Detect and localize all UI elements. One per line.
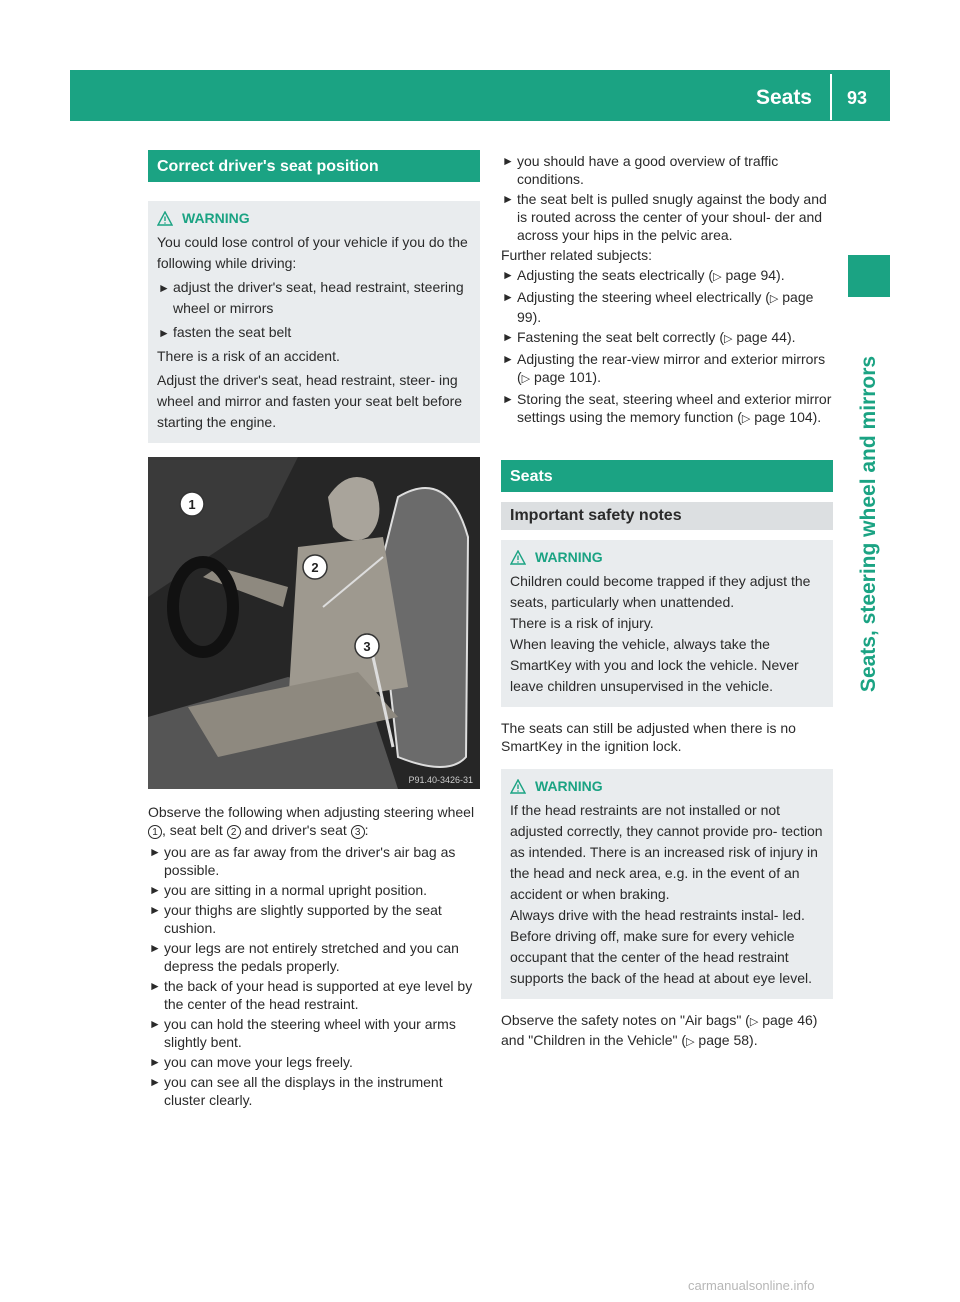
side-tab-marker bbox=[848, 255, 890, 297]
watermark: carmanualsonline.info bbox=[688, 1278, 815, 1293]
reference-arrow-icon: ▷ bbox=[713, 271, 722, 283]
warning-text: If the head restraints are not installed or not adjusted correctly, they cannot provide pro- tection as intended. There is an increased risk of injury in the head and neck area, e.g. in the event of an accident or when braking. bbox=[510, 802, 823, 902]
list-item: ► you can see all the displays in the instrument cluster clearly. bbox=[149, 1074, 443, 1108]
seat-position-photo bbox=[148, 457, 480, 789]
figure-code: P91.40-3426-31 bbox=[408, 775, 473, 785]
warning-text: When leaving the vehicle, always take the SmartKey with you and lock the vehicle. Never leave children unsupervised in the vehicle. bbox=[510, 636, 799, 694]
left-column bbox=[148, 150, 480, 1111]
warning-triangle-icon bbox=[157, 211, 173, 226]
list-item: ► you should have a good overview of traffic conditions. bbox=[502, 153, 779, 187]
list-item: ► your legs are not entirely stretched and you can depress the pedals properly. bbox=[149, 940, 459, 974]
cross-reference[interactable]: ► Adjusting the rear-view mirror and exterior mirrors (▷ page 101). bbox=[502, 351, 826, 385]
page-number: 93 bbox=[846, 88, 868, 108]
list-item: ► you are as far away from the driver's air bag as possible. bbox=[149, 844, 456, 878]
reference-arrow-icon: ▷ bbox=[521, 373, 531, 385]
warning-triangle-icon bbox=[510, 779, 526, 794]
warning-item: ► fasten the seat belt bbox=[158, 324, 292, 340]
list-item: ► the seat belt is pulled snugly against the body and is routed across the center of your shoul- der and across your hips in the pelvic area. bbox=[502, 191, 827, 243]
callout-ref: 3 bbox=[351, 825, 365, 839]
callout-label: 3 bbox=[363, 639, 371, 654]
reference-arrow-icon: ▷ bbox=[749, 1016, 759, 1028]
warning-header: WARNING bbox=[157, 209, 471, 227]
header-section-title: Seats bbox=[755, 86, 812, 109]
warning-item: ► adjust the driver's seat, head restraint, steering wheel or mirrors bbox=[158, 279, 464, 316]
warning-header: WARNING bbox=[510, 548, 824, 566]
warning-risk: There is a risk of an accident. bbox=[157, 348, 340, 364]
callout-label: 1 bbox=[188, 497, 196, 512]
side-chapter-title: Seats, steering wheel and mirrors bbox=[857, 355, 880, 693]
safety-notes-heading: Important safety notes bbox=[501, 502, 833, 530]
closing-note: Observe the safety notes on "Air bags" (▷ page 46) and "Children in the Vehicle" (▷ page 58). bbox=[501, 1012, 818, 1048]
list-item: ► the back of your head is supported at eye level by the center of the head restraint. bbox=[149, 978, 473, 1012]
warning-text: Always drive with the head restraints instal- led. Before driving off, make sure for every vehicle occupant that the center of the head restraint supports the back of the head at about eye level. bbox=[510, 907, 812, 986]
callout-ref: 2 bbox=[227, 825, 241, 839]
list-item: ► you are sitting in a normal upright position. bbox=[149, 882, 428, 898]
reference-arrow-icon: ▷ bbox=[686, 1036, 695, 1048]
right-column bbox=[501, 152, 833, 1051]
header-divider bbox=[830, 74, 832, 120]
warning-header: WARNING bbox=[510, 777, 824, 795]
warning-box bbox=[501, 769, 833, 999]
cross-reference[interactable]: ► Storing the seat, steering wheel and exterior mirror settings using the memory function (▷ page 104). bbox=[502, 391, 832, 425]
list-item: ► your thighs are slightly supported by the seat cushion. bbox=[149, 902, 442, 936]
warning-text: Children could become trapped if they adjust the seats, particularly when unattended. bbox=[510, 573, 811, 610]
list-item: ► you can hold the steering wheel with your arms slightly bent. bbox=[149, 1016, 456, 1050]
reference-arrow-icon: ▷ bbox=[769, 293, 779, 305]
warning-text: There is a risk of injury. bbox=[510, 615, 654, 631]
further-subjects-label: Further related subjects: bbox=[501, 247, 652, 263]
warning-box bbox=[501, 540, 833, 707]
seats-heading: Seats bbox=[501, 460, 833, 492]
list-item: ► you can move your legs freely. bbox=[149, 1054, 353, 1070]
seat-illustration bbox=[148, 457, 480, 789]
reference-arrow-icon: ▷ bbox=[724, 333, 733, 345]
warning-intro: You could lose control of your vehicle if you do the following while driving: bbox=[157, 234, 468, 271]
cross-reference[interactable]: ► Adjusting the seats electrically (▷ page 94). bbox=[502, 267, 785, 283]
callout-label: 2 bbox=[311, 560, 319, 575]
cross-reference[interactable]: ► Adjusting the steering wheel electrically (▷ page 99). bbox=[502, 289, 814, 325]
callout-ref: 1 bbox=[148, 825, 162, 839]
warning-advice: Adjust the driver's seat, head restraint, steer- ing wheel and mirror and fasten your seat belt before starting the engine. bbox=[157, 372, 463, 430]
cross-reference[interactable]: ► Fastening the seat belt correctly (▷ page 44). bbox=[502, 329, 796, 345]
reference-arrow-icon: ▷ bbox=[741, 413, 751, 425]
observe-intro: Observe the following when adjusting steering wheel 1 , seat belt 2 and driver's seat 3 : bbox=[148, 804, 475, 838]
warning-triangle-icon bbox=[510, 550, 526, 565]
smartkey-note: The seats can still be adjusted when there is no SmartKey in the ignition lock. bbox=[501, 720, 796, 754]
section-heading: Correct driver's seat position bbox=[148, 150, 480, 182]
warning-box bbox=[148, 201, 480, 443]
